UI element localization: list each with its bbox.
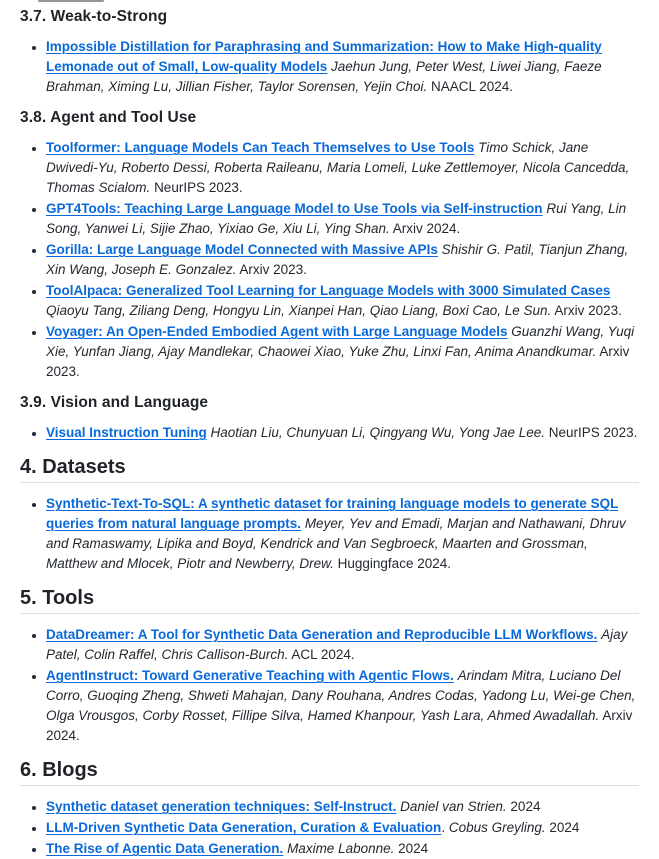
reference-venue: NeurIPS 2023. [154,180,243,195]
reference-item [46,797,639,817]
reference-item [46,839,639,859]
section-heading: 4. Datasets [20,455,639,483]
reference-venue: 2024 [549,820,580,835]
reference-authors: Maxime Labonne. [287,841,395,856]
reference-item: • LLM-Driven Synthetic Data Generation, Curation & Evaluation. Cobus Greyling. 2024 [46,818,639,838]
reference-authors: Jaehun Jung, Peter West, Liwei Jiang, Faeze Brahman, Ximing Lu, Jillian Fisher, Taylor Sorensen, Yejin Choi. [46,59,602,94]
reference-item [46,322,639,382]
reference-authors: Shishir G. Patil, Tianjun Zhang, Xin Wang, Joseph E. Gonzalez. [46,242,629,277]
reference-authors: Timo Schick, Jane Dwivedi-Yu, Roberto Dessi, Roberta Raileanu, Maria Lomeli, Luke Zettlemoyer, Nicola Cancedda, Thomas Scialom. [46,140,630,195]
reference-venue: Huggingface 2024. [337,556,451,571]
reference-authors: Rui Yang, Lin Song, Yanwei Li, Sijie Zhao, Yixiao Ge, Xiu Li, Ying Shan. [46,201,627,236]
reference-authors: Daniel van Strien. [400,799,507,814]
reference-link[interactable]: AgentInstruct: Toward Generative Teaching with Agentic Flows. [46,668,454,683]
reference-link[interactable]: Impossible Distillation for Paraphrasing and Summarization: How to Make High-quality Lemonade out of Small, Low-quality Models [46,39,602,74]
reference-item [46,240,639,280]
reference-venue: NeurIPS 2023. [548,425,638,440]
reference-item [46,625,639,665]
section-heading: 3.9. Vision and Language [20,394,209,411]
reference-item [46,199,639,239]
reference-authors: Guanzhi Wang, Yuqi Xie, Yunfan Jiang, Ajay Mandlekar, Chaowei Xiao, Yuke Zhu, Linxi Fan, Anima Anandkumar. [46,324,635,359]
reference-authors: Arindam Mitra, Luciano Del Corro, Guoqing Zheng, Shweti Mahajan, Dany Rouhana, Andres Codas, Yadong Lu, Wei-ge Chen, Olga Vrousgos, Corby Rosset, Fillipe Silva, Hamed Khanpour, Yash Lara, Ahmed Awadallah. [46,668,636,723]
sections-container [20,8,639,859]
reference-list [20,494,639,574]
reference-list [20,37,639,97]
reference-item [46,37,639,97]
reference-link[interactable]: The Rise of Agentic Data Generation. [46,841,284,856]
reference-authors: Ajay Patel, Colin Raffel, Chris Callison-Burch. [46,627,628,662]
reference-item [46,423,639,443]
reference-venue: 2024 [398,841,429,856]
section-heading: 3.8. Agent and Tool Use [20,109,197,126]
section-heading: 6. Blogs [20,758,639,786]
reference-authors: Haotian Liu, Chunyuan Li, Qingyang Wu, Yong Jae Lee. [210,425,546,440]
reference-link[interactable]: ToolAlpaca: Generalized Tool Learning for Language Models with 3000 Simulated Cases [46,283,611,298]
reference-link[interactable]: Toolformer: Language Models Can Teach Themselves to Use Tools [46,140,475,155]
reference-list [20,138,639,382]
reference-venue: ACL 2024. [291,647,355,662]
reference-link[interactable]: Voyager: An Open-Ended Embodied Agent with Large Language Models [46,324,508,339]
reference-link[interactable]: Synthetic-Text-To-SQL: A synthetic dataset for training language models to generate SQL queries from natural language prompts. [46,496,619,531]
reference-venue: Arxiv 2023. [46,344,630,379]
reference-link[interactable]: GPT4Tools: Teaching Large Language Model to Use Tools via Self-instruction [46,201,543,216]
reference-list [20,625,639,746]
reference-link[interactable]: LLM-Driven Synthetic Data Generation, Curation & Evaluation [46,820,442,835]
reference-list [20,423,639,443]
reference-venue: Arxiv 2023. [554,303,622,318]
reference-item [46,281,639,321]
reference-venue: Arxiv 2024. [392,221,461,236]
reference-link[interactable]: DataDreamer: A Tool for Synthetic Data Generation and Reproducible LLM Workflows. [46,627,598,642]
reference-authors: Qiaoyu Tang, Ziliang Deng, Hongyu Lin, Xianpei Han, Qiao Liang, Boxi Cao, Le Sun. [46,303,552,318]
reference-link[interactable]: Synthetic dataset generation techniques: Self-Instruct. [46,799,397,814]
reference-venue: Arxiv 2024. [46,708,633,743]
reference-authors: Cobus Greyling. [448,820,546,835]
reference-venue: Arxiv 2023. [239,262,307,277]
reference-list [20,797,639,859]
reference-item [46,494,639,574]
reference-link[interactable]: Gorilla: Large Language Model Connected with Massive APIs [46,242,438,257]
clipped-previous-line-remnant [38,0,104,2]
reference-item [46,666,639,746]
reference-authors: Meyer, Yev and Emadi, Marjan and Nathawani, Dhruv and Ramaswamy, Lipika and Boyd, Kendrick and Van Segbroeck, Maarten and Grossman, Matthew and Mlocek, Piotr and Newberry, Drew. [46,516,626,571]
reference-link[interactable]: Visual Instruction Tuning [46,425,207,440]
reference-venue: 2024 [510,799,541,814]
section-heading: 5. Tools [20,586,639,614]
reference-item [46,138,639,198]
reference-venue: NAACL 2024. [430,79,514,94]
section-heading: 3.7. Weak-to-Strong [20,8,168,25]
